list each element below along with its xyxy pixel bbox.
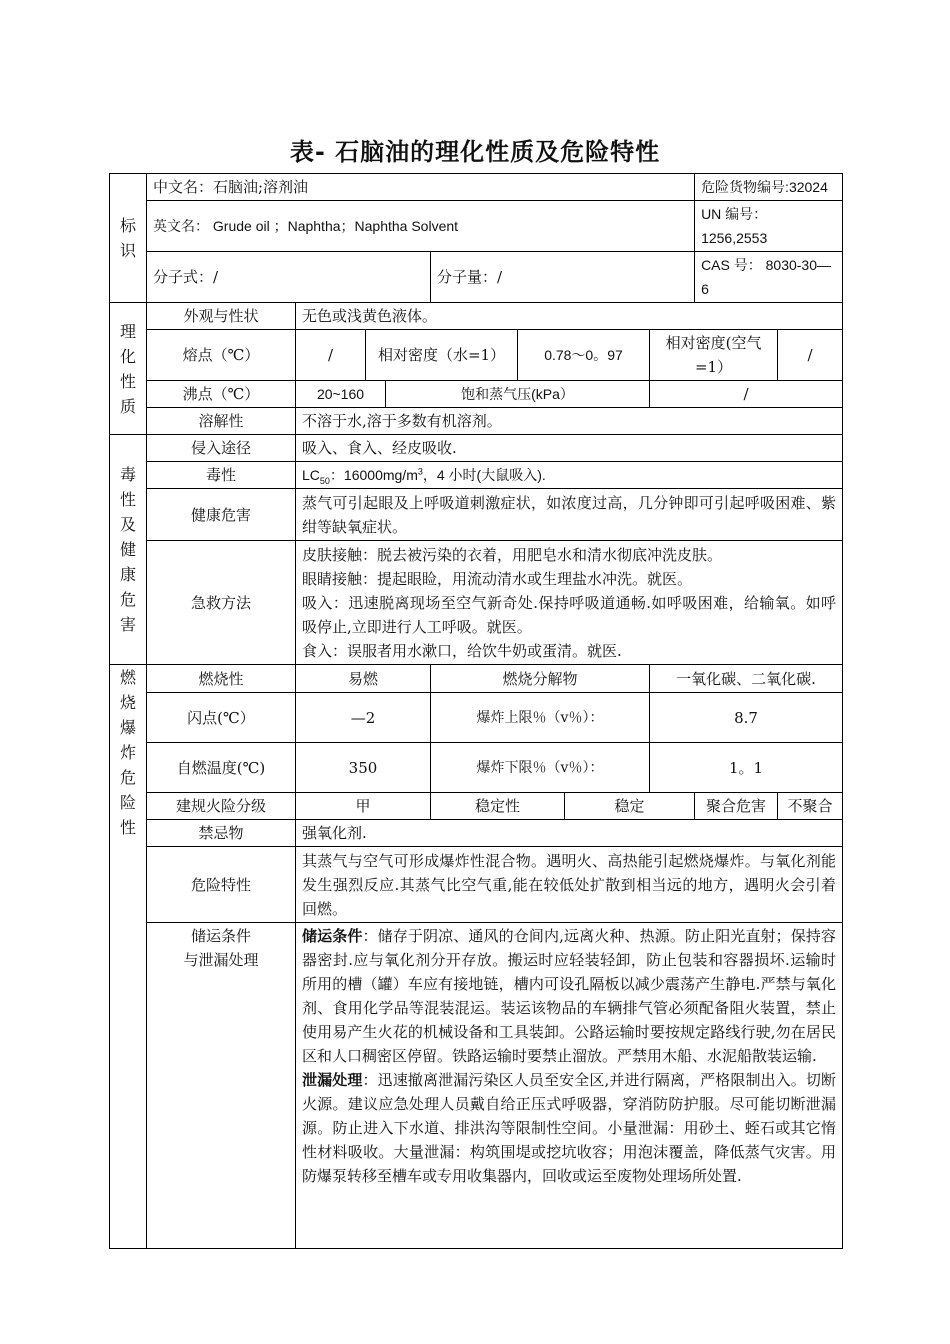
appearance-label: 外观与性状 bbox=[147, 303, 296, 330]
combustibility-label: 燃烧性 bbox=[147, 665, 296, 693]
section-fire: 燃烧爆炸危险性 bbox=[110, 665, 147, 1249]
lower-limit-value: 1。1 bbox=[650, 743, 843, 793]
cn-name: 中文名：石脑油;溶剂油 bbox=[147, 174, 695, 201]
polymerization-label: 聚合危害 bbox=[695, 793, 778, 820]
stability-value: 稳定 bbox=[565, 793, 695, 820]
decomposition-label: 燃烧分解物 bbox=[431, 665, 650, 693]
cas-number: CAS 号： 8030-30—6 bbox=[695, 252, 843, 303]
combustibility-value: 易燃 bbox=[296, 665, 431, 693]
rel-density-air-value: / bbox=[778, 330, 843, 381]
toxicity-value: $LC_{50}$：$16000mg/m^3$，4 小时(大鼠吸入). bbox=[296, 462, 843, 489]
en-name: 英文名： Grude oil ；Naphtha；Naphtha Solvent bbox=[147, 201, 695, 252]
taboo-value: 强氧化剂. bbox=[296, 820, 843, 847]
section-toxicity: 毒性及健康危害 bbox=[110, 435, 147, 665]
toxicity-label: 毒性 bbox=[147, 462, 296, 489]
aid-skin: 皮肤接触：脱去被污染的衣着，用肥皂水和清水彻底冲洗皮肤。 bbox=[302, 545, 723, 564]
melting-value: / bbox=[296, 330, 366, 381]
route-value: 吸入、食入、经皮吸收. bbox=[296, 435, 843, 462]
rel-density-air-label: 相对密度(空气=1） bbox=[650, 330, 778, 381]
molecular-weight: 分子量：/ bbox=[431, 252, 695, 303]
decomposition-value: 一氧化碳、二氧化碳. bbox=[650, 665, 843, 693]
hazard-value: 其蒸气与空气可形成爆炸性混合物。遇明火、高热能引起燃烧爆炸。与氧化剂能发生强烈反应.其蒸气比空气重,能在较低处扩散到相当远的地方，遇明火会引着回燃。 bbox=[296, 847, 843, 923]
storage-label: 储运条件 与泄漏处理 bbox=[147, 923, 296, 1249]
section-identify: 标识 bbox=[110, 174, 147, 303]
vapor-pressure-value: / bbox=[650, 381, 843, 408]
appearance-value: 无色或浅黄色液体。 bbox=[296, 303, 843, 330]
solubility-value: 不溶于水,溶于多数有机溶剂。 bbox=[296, 408, 843, 435]
aid-inhale: 吸入：迅速脱离现场至空气新奇处.保持呼吸道通畅.如呼吸困难，给输氧。如呼吸停止,立即进行人工呼吸。就医。 bbox=[302, 593, 837, 636]
document-title: 表- 石脑油的理化性质及危险特性 bbox=[289, 138, 661, 166]
boiling-label: 沸点（℃） bbox=[147, 381, 296, 408]
solubility-label: 溶解性 bbox=[147, 408, 296, 435]
leak-paragraph: 泄漏处理：迅速撤离泄漏污染区人员至安全区,并进行隔离，严格限制出入。切断火源。建议应急处理人员戴自给正压式呼吸器，穿消防防护服。尽可能切断泄漏源。防止进入下水道、排洪沟等限制性空间。小量泄漏：用砂土、蛭石或其它惰性材料吸收。大量泄漏：构筑围堤或挖坑收容；用泡沫覆盖，降低蒸气灾害。用防爆泵转移至槽车或专用收集器内，回收或运至废物处理场所处置. bbox=[302, 1071, 837, 1185]
un-number: UN 编号： 1256,2553 bbox=[695, 201, 843, 252]
autoignition-value: 350 bbox=[296, 743, 431, 793]
fire-class-label: 建规火险分级 bbox=[147, 793, 296, 820]
stability-label: 稳定性 bbox=[431, 793, 565, 820]
autoignition-label: 自燃温度(℃) bbox=[147, 743, 296, 793]
melting-label: 熔点（℃） bbox=[147, 330, 296, 381]
taboo-label: 禁忌物 bbox=[147, 820, 296, 847]
lower-limit-label: 爆炸下限％（v％）： bbox=[431, 743, 650, 793]
section-physchem: 理化性质 bbox=[110, 303, 147, 435]
first-aid-label: 急救方法 bbox=[147, 541, 296, 665]
health-value: 蒸气可引起眼及上呼吸道刺激症状，如浓度过高，几分钟即可引起呼吸困难、紫绀等缺氧症状。 bbox=[296, 489, 843, 541]
rel-density-water-value: 0.78～0。97 bbox=[518, 330, 650, 381]
fire-class-value: 甲 bbox=[296, 793, 431, 820]
upper-limit-label: 爆炸上限％（v％）： bbox=[431, 693, 650, 743]
hazard-label: 危险特性 bbox=[147, 847, 296, 923]
hazard-number: 危险货物编号:32024 bbox=[695, 174, 843, 201]
rel-density-water-label: 相对密度（水=1） bbox=[366, 330, 518, 381]
polymerization-value: 不聚合 bbox=[778, 793, 843, 820]
vapor-pressure-label: 饱和蒸气压(kPa） bbox=[386, 381, 650, 408]
aid-eye: 眼睛接触：提起眼睑，用流动清水或生理盐水冲洗。就医。 bbox=[302, 569, 693, 588]
msds-table bbox=[109, 173, 843, 1249]
flash-point-value: —2 bbox=[296, 693, 431, 743]
flash-point-label: 闪点(℃） bbox=[147, 693, 296, 743]
storage-value bbox=[296, 923, 843, 1249]
aid-ingest: 食入：误服者用水漱口，给饮牛奶或蛋清。就医. bbox=[302, 641, 622, 660]
upper-limit-value: 8.7 bbox=[650, 693, 843, 743]
health-label: 健康危害 bbox=[147, 489, 296, 541]
route-label: 侵入途径 bbox=[147, 435, 296, 462]
first-aid-value bbox=[296, 541, 843, 665]
storage-paragraph: 储运条件：储存于阴凉、通风的仓间内,远离火种、热源。防止阳光直射；保持容器密封.应与氧化剂分开存放。搬运时应轻装轻卸，防止包装和容器损坏.运输时所用的槽（罐）车应有接地链，槽内可设孔隔板以减少震荡产生静电.严禁与氧化剂、食用化学品等混装混运。装运该物品的车辆排气管必须配备阻火装置，禁止使用易产生火花的机械设备和工具装卸。公路运输时要按规定路线行驶,勿在居民区和人口稠密区停留。铁路运输时要禁止溜放。严禁用木船、水泥船散装运输. bbox=[302, 927, 837, 1065]
molecular-formula: 分子式：/ bbox=[147, 252, 431, 303]
boiling-value: 20~160 bbox=[296, 381, 386, 408]
